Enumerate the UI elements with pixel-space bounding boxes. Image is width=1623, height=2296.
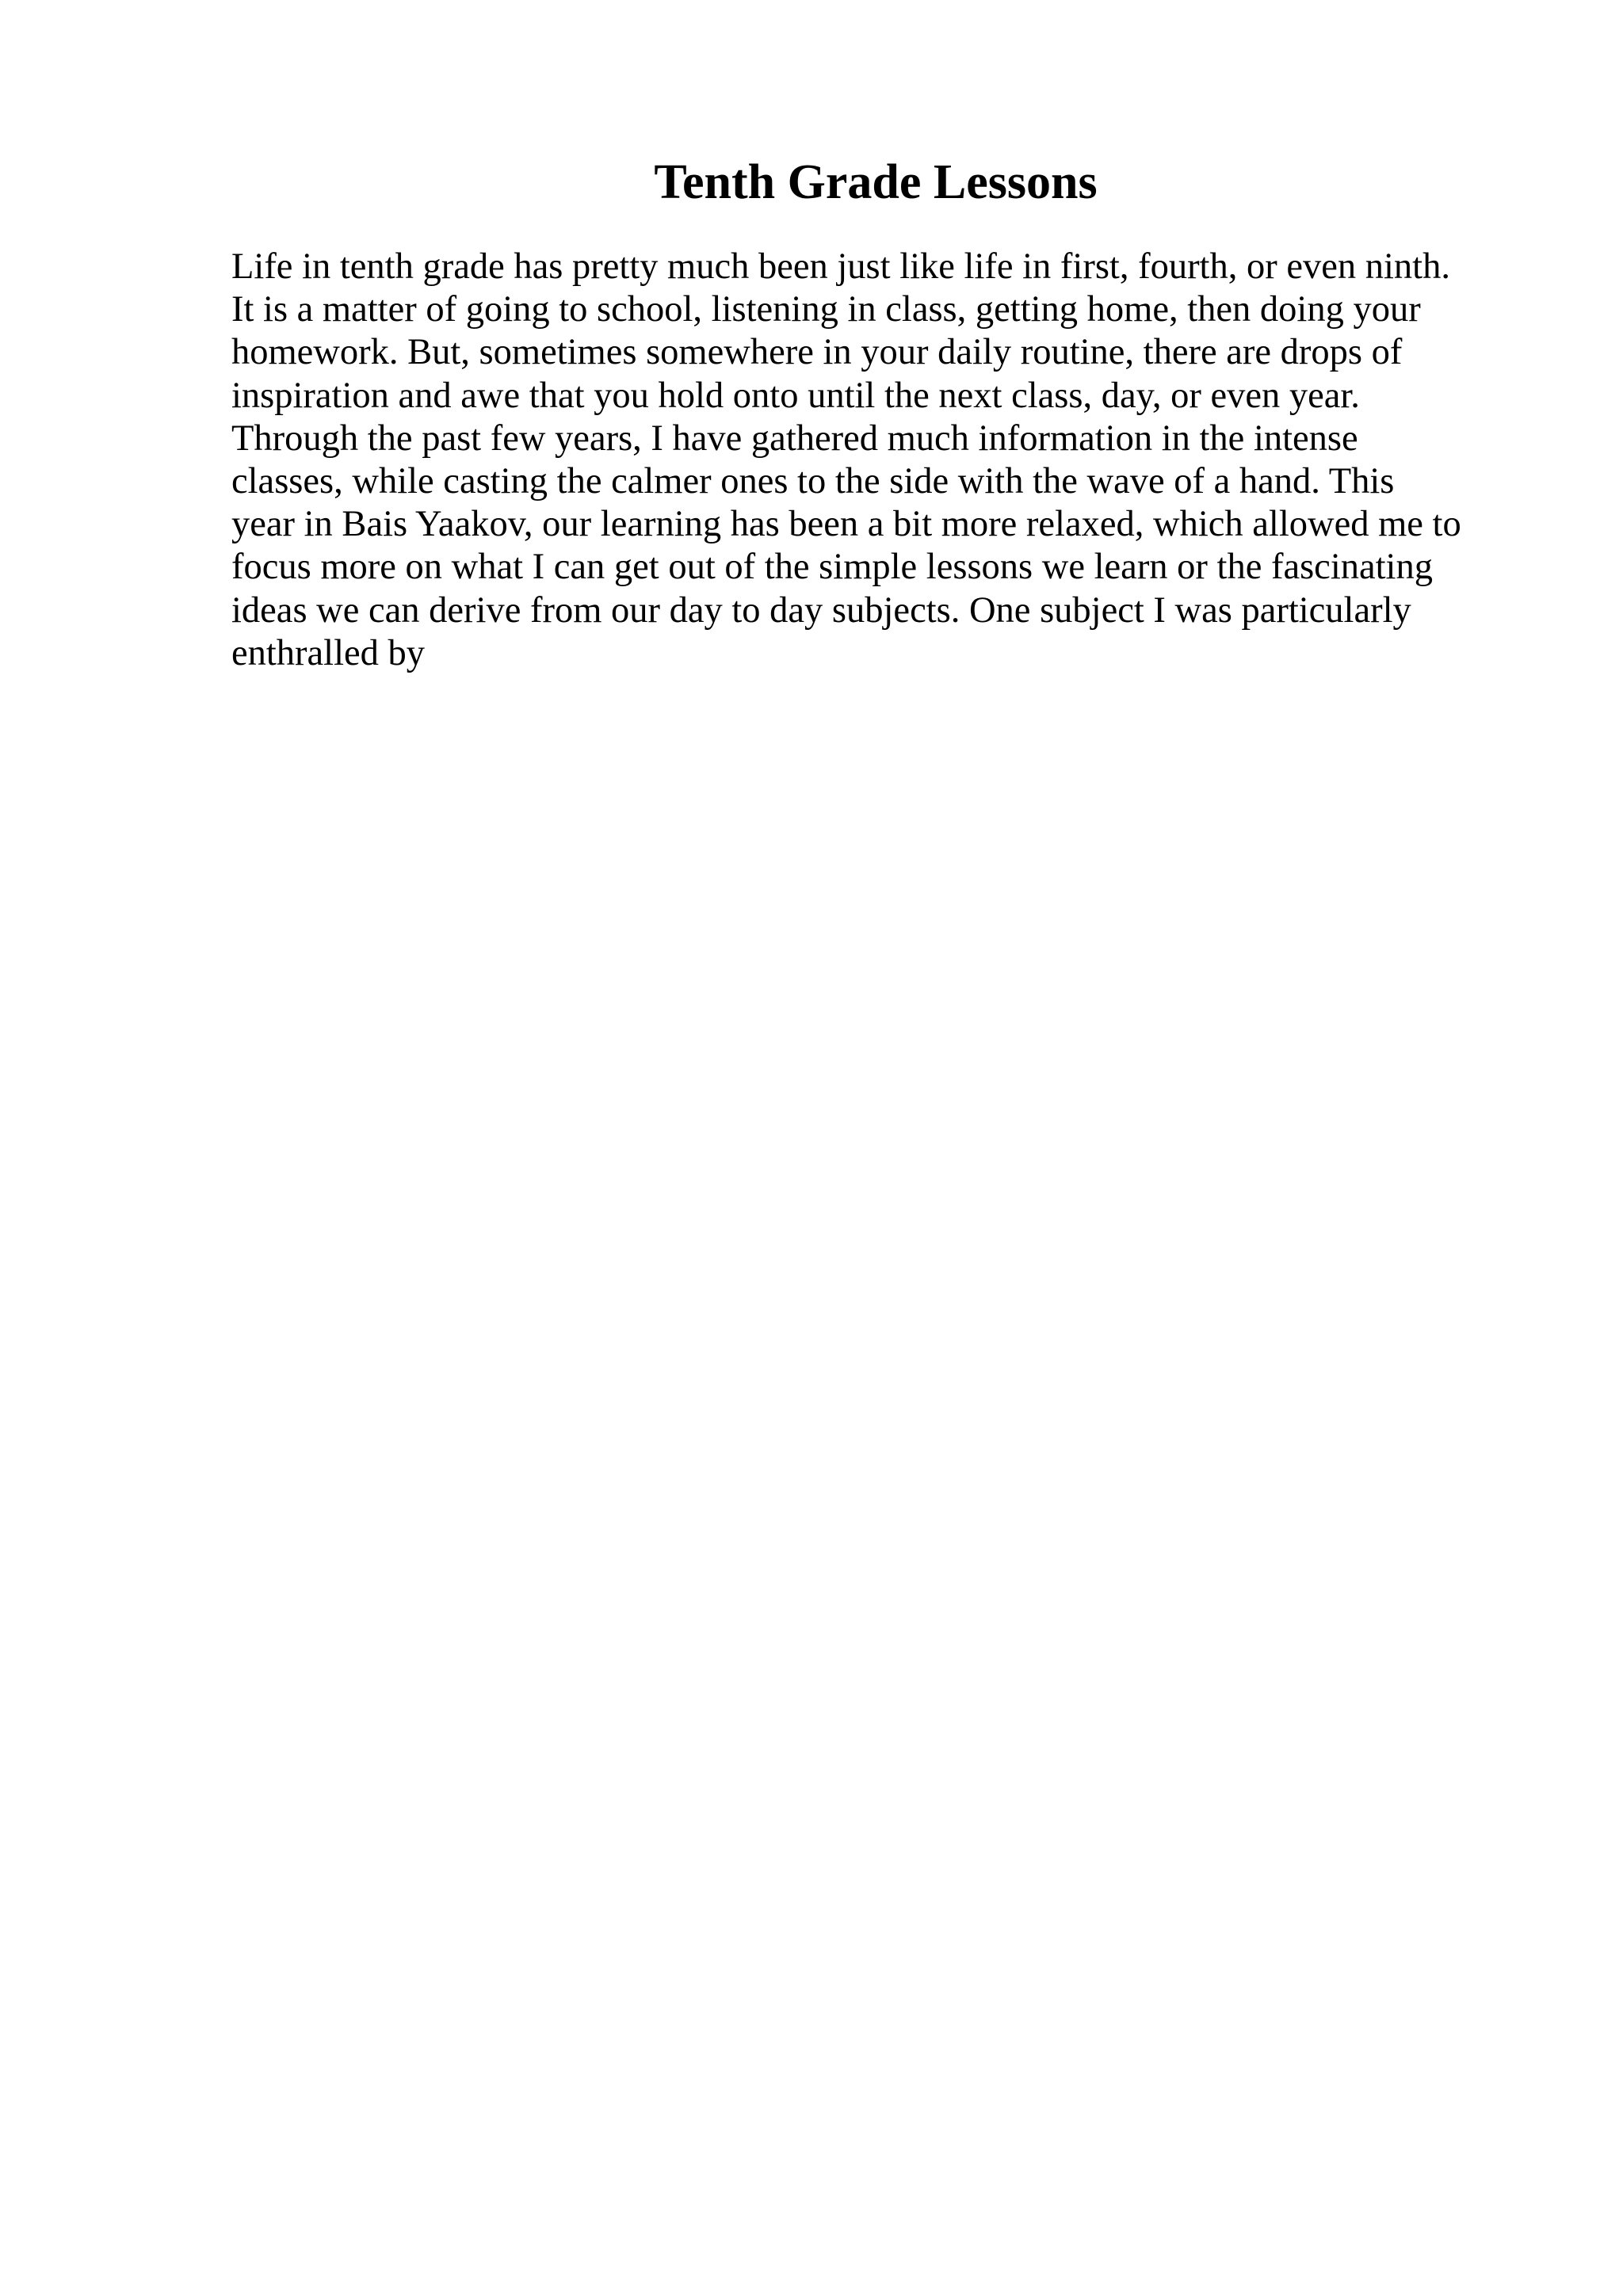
- document-title: Tenth Grade Lessons: [654, 155, 1098, 209]
- body-paragraph: [231, 246, 1499, 675]
- paragraph-line: enthralled by: [231, 632, 426, 673]
- paragraph-line: It is a matter of going to school, listening in class, getting home, then doing your: [231, 289, 1421, 330]
- paragraph-line: homework. But, sometimes somewhere in your daily routine, there are drops of: [231, 332, 1403, 373]
- paragraph-line: year in Bais Yaakov, our learning has been a bit more relaxed, which allowed me to: [231, 504, 1461, 545]
- paragraph-line: focus more on what I can get out of the simple lessons we learn or the fascinating: [231, 547, 1433, 588]
- paragraph-line: Through the past few years, I have gathered much information in the intense: [231, 418, 1358, 459]
- paragraph-line: Life in tenth grade has pretty much been just like life in first, fourth, or even ninth.: [231, 246, 1450, 287]
- paragraph-line: classes, while casting the calmer ones to the side with the wave of a hand. This: [231, 461, 1395, 502]
- paragraph-line: inspiration and awe that you hold onto until the next class, day, or even year.: [231, 375, 1360, 416]
- paragraph-line: ideas we can derive from our day to day subjects. One subject I was particularly: [231, 589, 1411, 631]
